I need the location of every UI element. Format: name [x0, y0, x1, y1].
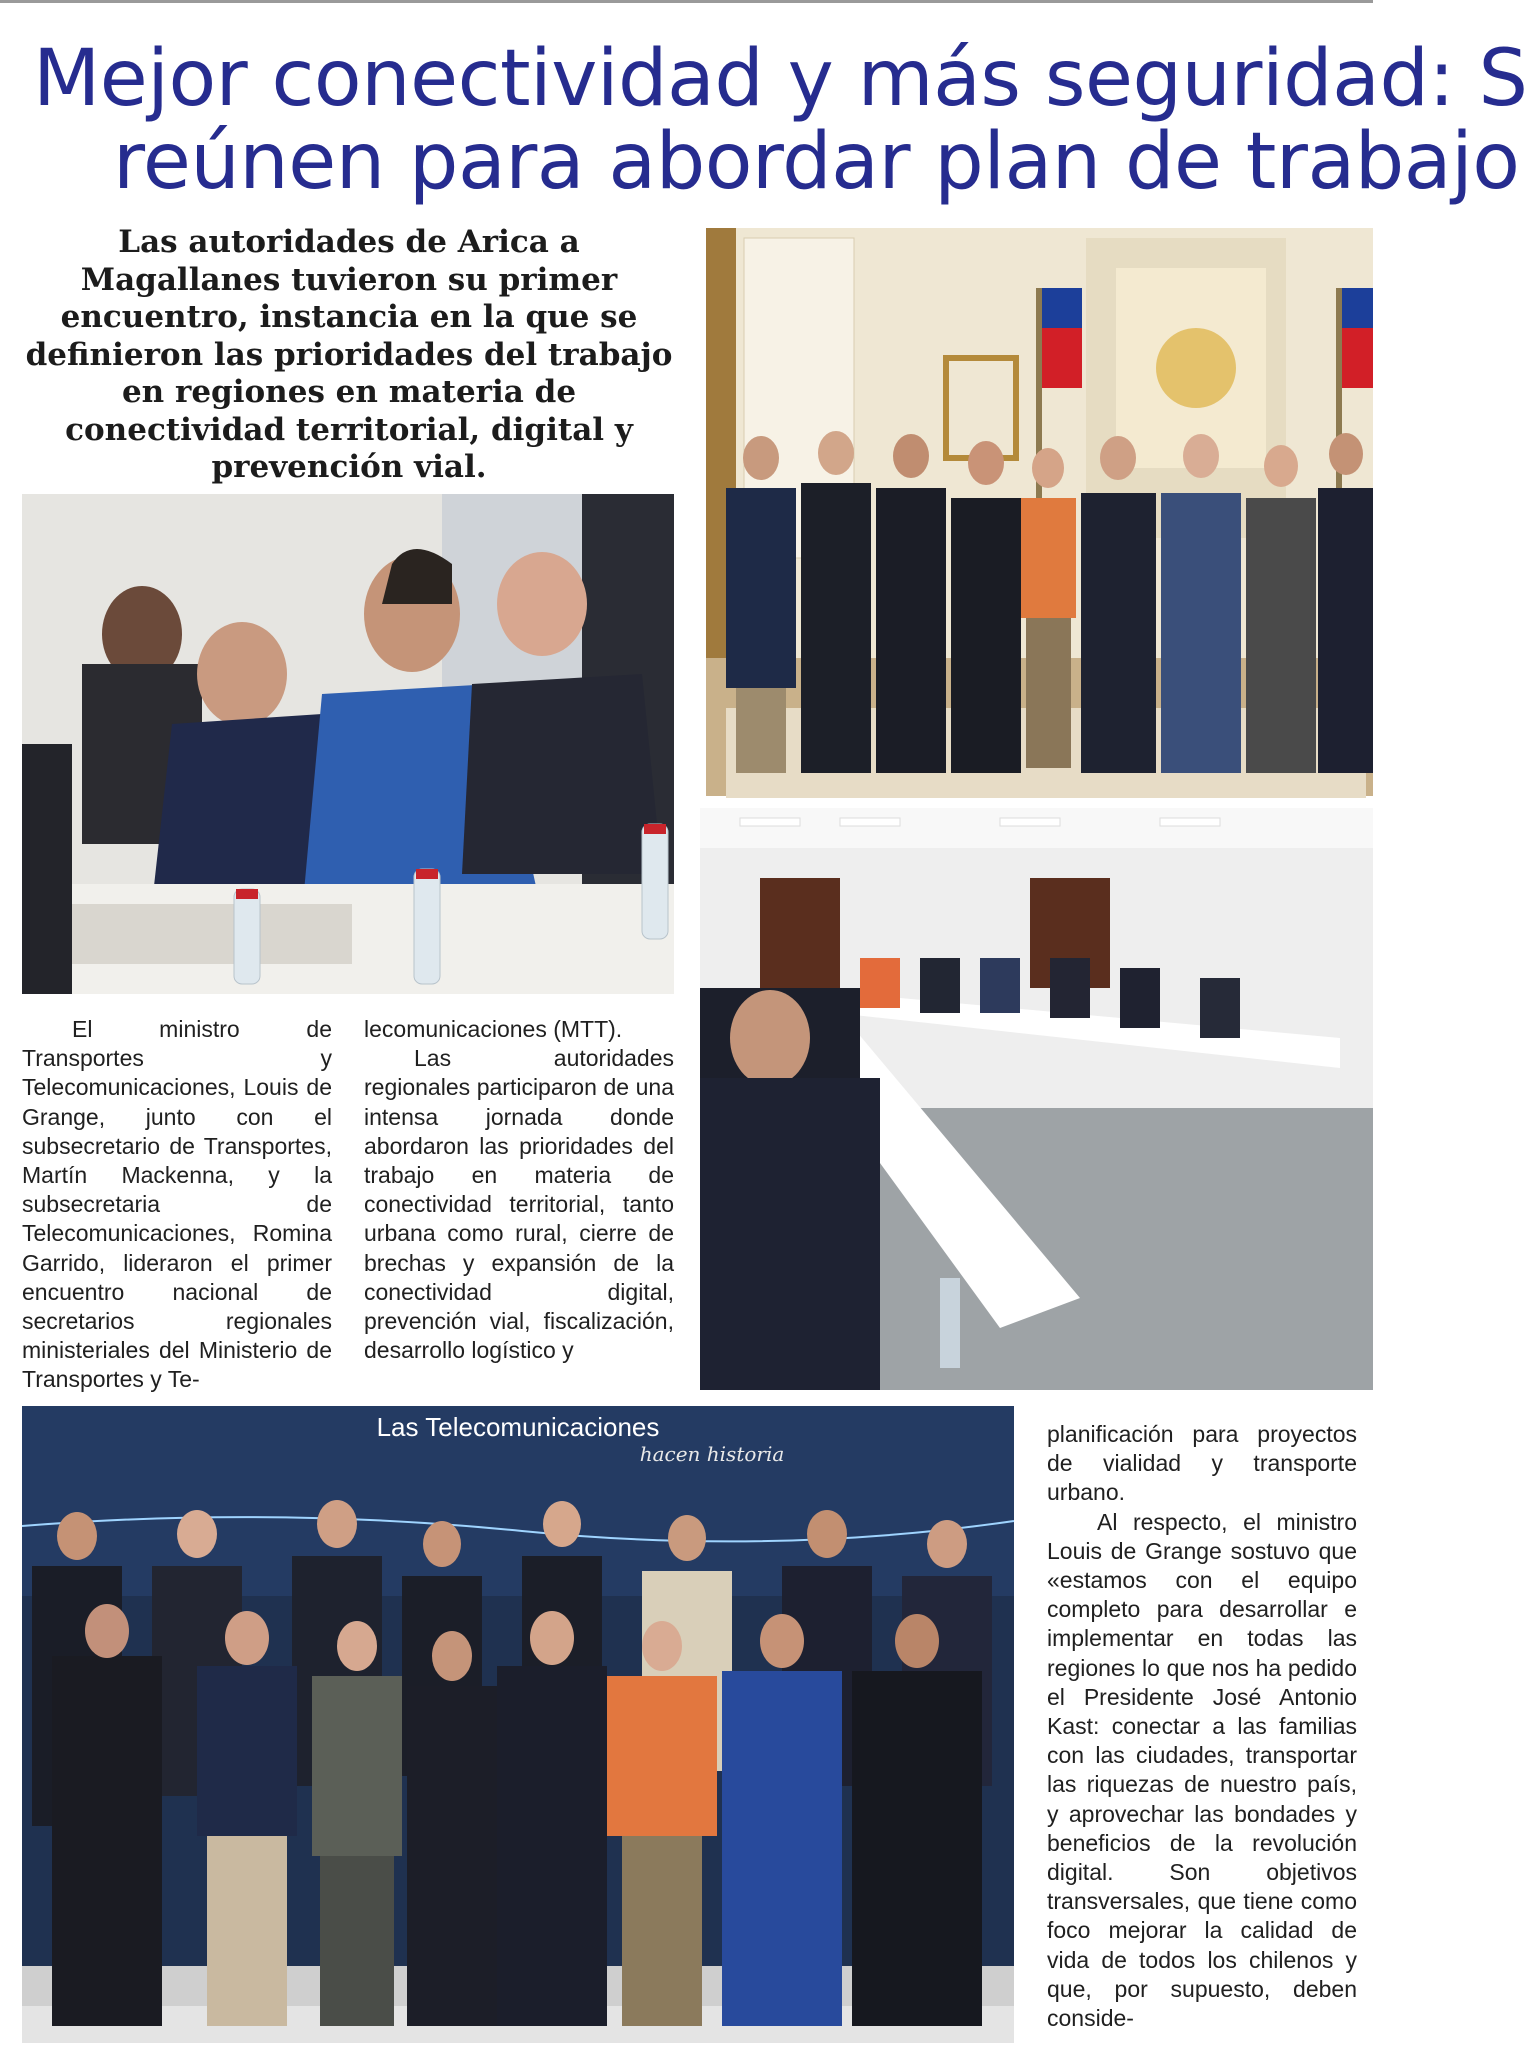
body-paragraph: planificación para proyectos de vialidad y transporte urbano. [1047, 1421, 1357, 1506]
body-paragraph: Las autoridades regionales participaron de una intensa jornada donde abordaron las prioridades del trabajo en materia de conectividad territorial, tanto urbana como rural, cierre de brechas y expansión de la conectividad digital, prevención vial, fiscalización, desarrollo logístico y [364, 1045, 674, 1364]
telecom-wall-subtitle: hacen historia [639, 1442, 785, 1466]
body-paragraph: lecomunicaciones (MTT). [364, 1016, 623, 1042]
body-column-2 [364, 1015, 674, 1365]
photo-conference-room [700, 808, 1373, 1390]
telecom-wall-title: Las Telecomunicaciones [376, 1412, 660, 1442]
lede: Las autoridades de Arica a Magallanes tuvieron su primer encuentro, instancia en la que se definieron las prioridades del trabajo en regiones en materia de conectividad territorial, digital y prevención vial. [25, 224, 673, 485]
body-paragraph: Al respecto, el ministro Louis de Grange sostuvo que «estamos con el equipo completo para desarrollar e implementar en todas las regiones lo que nos ha pedido el Presidente José Antonio Kast: conectar a las familias con las ciudades, transportar las riquezas de nuestro país, y aprovechar las bondades y beneficios de la revolución digital. Son objetivos transversales, que tiene como foco mejorar la calidad de vida de todos los chilenos y que, por supuesto, deben conside- [1047, 1508, 1357, 2032]
headline-line-1: Mejor conectividad y más seguridad: S [33, 34, 1528, 124]
photo-group-telecom-wall [22, 1406, 1014, 2043]
body-paragraph: El ministro de Transportes y Telecomunicaciones, Louis de Grange, junto con el subsecretario de Transportes, Martín Mackenna, y la subsecretaria de Telecomunicaciones, Romina Garrido, lideraron el primer encuentro nacional de secretarios regionales ministeriales del Ministerio de Transportes y Te- [22, 1016, 332, 1393]
top-rule [0, 0, 1373, 3]
body-column-1 [22, 1015, 332, 1395]
photo-group-with-flags [706, 228, 1373, 796]
headline [0, 34, 1528, 208]
body-column-3 [1047, 1420, 1357, 2033]
photo-meeting-closeup [22, 494, 674, 994]
headline-line-2: reúnen para abordar plan de trabajo [113, 117, 1520, 207]
